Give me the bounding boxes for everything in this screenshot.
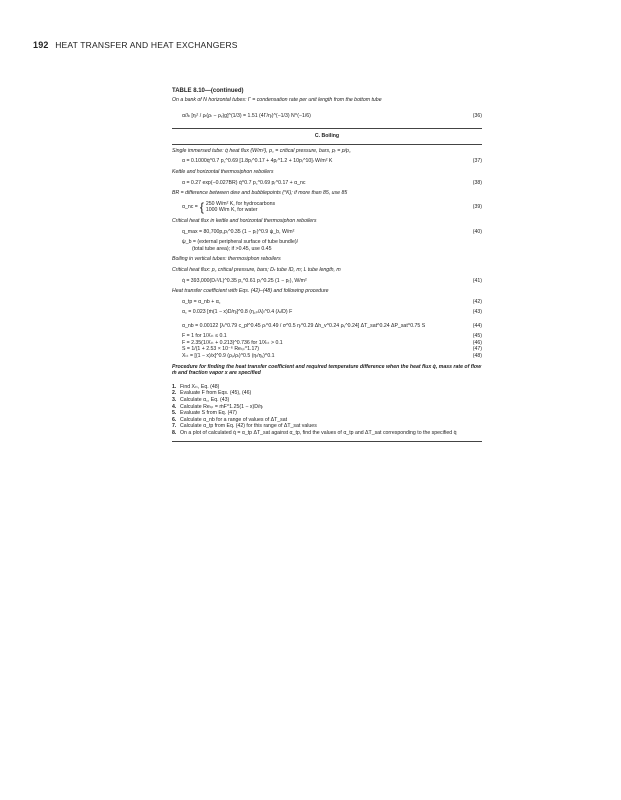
equation-number: (37) — [472, 158, 482, 165]
procedure-steps — [172, 384, 482, 437]
equation-37 — [172, 158, 482, 165]
equation-case-1: 250 W/m² K, for hydrocarbons — [205, 200, 276, 207]
equation-number: (39) — [472, 204, 482, 211]
procedure-title: Procedure for finding the heat transfer coefficient and required temperature difference when the heat flux q̇, mass rate of flow ṁ and fraction vapor x are specified — [172, 363, 482, 377]
equation-44 — [172, 319, 482, 333]
htc-label: Heat transfer coefficient with Eqs. (42)–(48) and following procedure — [172, 288, 329, 295]
equation-46 — [172, 340, 482, 347]
equation-43 — [172, 305, 482, 319]
equation-40 — [172, 229, 482, 236]
vertical-tubes-label: Boiling in vertical tubes: thermosiphon reboilers — [172, 256, 281, 263]
intro-line: On a bank of N horizontal tubes: Γ = condensation rate per unit length from the bottom tube — [172, 96, 382, 103]
equation-45 — [172, 333, 482, 340]
list-item: 7. Calculate α_tp from Eq. (42) for this range of ΔT_sat values — [172, 423, 317, 430]
table-8-10 — [172, 88, 482, 442]
table-bottom-rule — [172, 441, 482, 442]
equation-text: Xₜₜ = [(1 − x)/x]^0.9 (ρᵥ/ρₗ)^0.5 (ηₗ/ηᵥ)^0.1 — [182, 353, 275, 360]
equation-case-2: 1000 W/m K, for water — [205, 207, 258, 214]
divider — [172, 128, 482, 129]
equation-42 — [172, 299, 482, 306]
list-item: 2. Evaluate F from Eqs. (45), (46) — [172, 390, 252, 397]
table-title: TABLE 8.10—(continued) — [172, 88, 244, 94]
equation-number: (46) — [472, 339, 482, 346]
equation-38 — [172, 180, 482, 187]
kettle-label: Kettle and horizontal thermosiphon reboilers — [172, 168, 274, 175]
equation-41 — [172, 278, 482, 285]
equation-number: (45) — [472, 333, 482, 340]
equation-text: α_tp = α_nb + α꜀ — [182, 298, 221, 305]
equation-text: F = 2.35(1/Xₜₜ + 0.213)^0.736 for 1/Xₜₜ > 0.1 — [182, 339, 283, 346]
equation-number: (42) — [472, 298, 482, 305]
divider — [172, 144, 482, 145]
br-definition: BR = difference between dew and bubblepoints (°K); if more than 85, use 85 — [172, 190, 348, 197]
equation-text: q̇ = 393,000(Dₜ²/L)^0.35 p꜀^0.61 pᵣ^0.25 (1 − pᵣ), W/m² — [182, 277, 307, 284]
list-item: 8. On a plot of calculated q̇ = α_tp ΔT_sat against α_tp, find the values of α_tp and ΔT_sat corresponding to the specified q̇ — [172, 430, 457, 436]
equation-48 — [172, 353, 482, 360]
equation-number: (40) — [472, 228, 482, 235]
equation-number: (43) — [472, 308, 482, 315]
brace-icon: { — [199, 200, 204, 215]
list-item: 4. Calculate Reₜₚ = ṁF^1.25(1 − x)D/ηₗ — [172, 403, 264, 410]
equation-36 — [172, 107, 482, 125]
section-heading: C. Boiling — [314, 133, 340, 140]
page-header — [33, 40, 238, 50]
equation-text: q_max = 80,700p꜀pᵣ^0.35 (1 − pᵣ)^0.9 ψ_b, W/m² — [182, 228, 295, 235]
equation-text: F = 1 for 1/Xₜₜ ≤ 0.1 — [182, 333, 227, 340]
equation-39 — [172, 201, 482, 214]
equation-number: (44) — [472, 322, 482, 329]
running-title: HEAT TRANSFER AND HEAT EXCHANGERS — [55, 40, 238, 50]
list-item: 3. Calculate α꜀, Eq. (43) — [172, 397, 230, 404]
equation-number: (41) — [472, 277, 482, 284]
equation-number: (36) — [472, 112, 482, 119]
page-number: 192 — [33, 40, 49, 50]
equation-text: α = 0.27 exp(−0.027BR) q̇^0.7 p꜀^0.69 pᵣ^0.17 + α_nc — [182, 179, 306, 186]
list-item: 5. Evaluate S from Eq. (47) — [172, 410, 237, 417]
equation-number: (48) — [472, 353, 482, 360]
equation-text — [172, 201, 275, 214]
psi-definition-2: (total tube area); if >0.45, use 0.45 — [192, 245, 272, 252]
single-tube-label: Single immersed tube: q̇ heat flux (W/m²), p꜀ = critical pressure, bars, pᵣ = p/p꜀ — [172, 147, 351, 154]
equation-number: (38) — [472, 179, 482, 186]
equation-text: α/λₗ [ηₗ² / ρₗ(ρₗ − ρᵥ)g]^(1/3) = 1.51 (4Γ/ηₗ)^(−1/3) N^(−1/6) — [182, 112, 311, 119]
list-item: 6. Calculate α_nb for a range of values of ΔT_sat — [172, 416, 288, 423]
critical-flux-label: Critical heat flux: p꜀ critical pressure, bars; Dₜ tube ID, m; L tube length, m — [172, 266, 341, 273]
list-item: 1. Find Xₜₜ, Eq. (48) — [172, 383, 220, 390]
critical-kettle-label: Critical heat flux in kettle and horizontal thermosiphon reboilers — [172, 217, 317, 224]
equation-text: α = 0.1000q̇^0.7 p꜀^0.69 [1.8pᵣ^0.17 + 4pᵣ^1.2 + 10pᵣ^10]ₗ W/m² K — [182, 158, 333, 165]
equation-text: S = 1/(1 + 2.53 × 10⁻⁶ Reₜₚ^1.17) — [182, 346, 259, 353]
equation-lhs: α_nc = — [182, 204, 198, 211]
equation-text: α꜀ = 0.023 [ṁ(1 − x)D/ηₗ]^0.8 (η꜀ₚ/λ)ₗ^0.4 (λₗ/D) F — [182, 308, 293, 315]
equation-text: α_nb = 0.00122 [λₗ^0.79 c_pl^0.45 ρₗ^0.49 / σ^0.5 ηₗ^0.29 Δh_v^0.24 ρᵥ^0.24] ΔT_sat^0.24 ΔP_sat^0.75 S — [182, 322, 426, 329]
equation-number: (47) — [472, 346, 482, 353]
equation-47 — [172, 346, 482, 353]
psi-definition-1: ψ_b = (external peripheral surface of tube bundle)/ — [182, 239, 299, 246]
